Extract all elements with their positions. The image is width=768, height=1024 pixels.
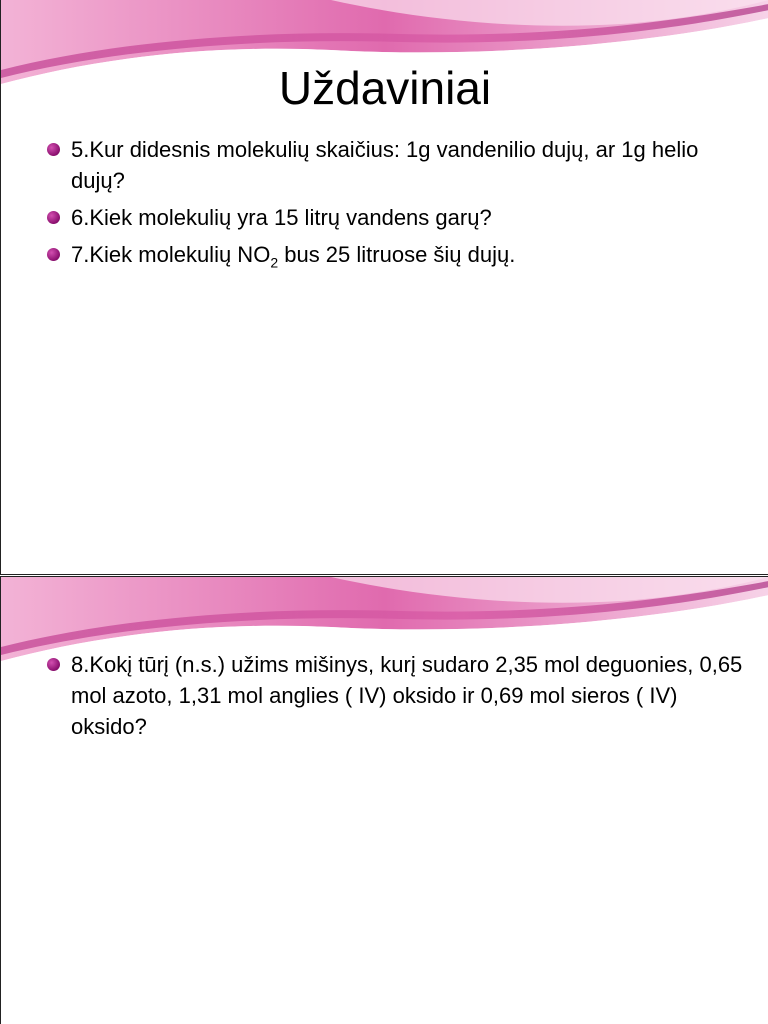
list-item	[47, 202, 747, 233]
list-item	[47, 134, 747, 196]
list-item	[47, 649, 747, 742]
bullet-text: 5.Kur didesnis molekulių skaičius: 1g vandenilio dujų, ar 1g helio dujų?	[71, 137, 699, 193]
bullet-icon	[47, 211, 60, 224]
bullet-icon	[47, 143, 60, 156]
bullet-text-pre: 7.Kiek molekulių NO	[71, 242, 271, 267]
subscript: 2	[270, 254, 279, 271]
bullet-text: 6.Kiek molekulių yra 15 litrų vandens garų?	[71, 205, 492, 230]
bullet-list	[47, 134, 747, 276]
bullet-icon	[47, 658, 60, 671]
bullet-text: 8.Kokį tūrį (n.s.) užims mišinys, kurį sudaro 2,35 mol deguonies, 0,65 mol azoto, 1,31 mol anglies ( IV) oksido ir 0,69 mol sieros ( IV) oksido?	[71, 652, 743, 739]
slide-title: Uždaviniai	[278, 62, 492, 114]
bullet-list	[47, 649, 747, 748]
slide-2	[0, 576, 768, 1024]
bullet-text-post: bus 25 litruose šių dujų.	[278, 242, 516, 267]
list-item	[47, 239, 747, 270]
bullet-icon	[47, 248, 60, 261]
